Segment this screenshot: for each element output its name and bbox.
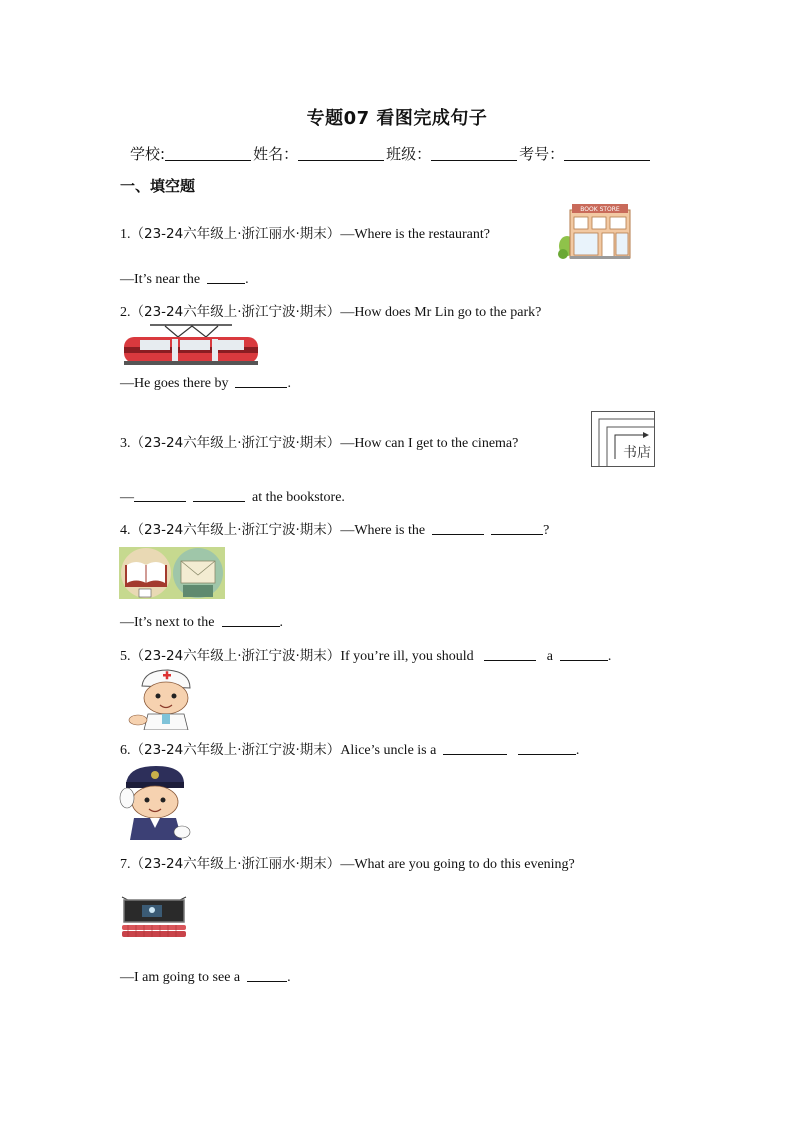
question-period: . bbox=[575, 743, 580, 758]
answer-text: —I am going to see a bbox=[120, 970, 241, 985]
answer-4 bbox=[120, 613, 283, 631]
question-4 bbox=[120, 518, 549, 539]
question-7 bbox=[120, 852, 575, 873]
question-source: （23-24六年级上·浙江宁波·期末） bbox=[130, 435, 341, 451]
question-text: —How can I get to the cinema? bbox=[340, 436, 519, 451]
answer-blank bbox=[247, 968, 287, 982]
question-1 bbox=[120, 222, 490, 243]
question-text: —How does Mr Lin go to the park? bbox=[340, 305, 542, 320]
question-mark: ? bbox=[543, 523, 550, 538]
question-period: . bbox=[607, 649, 612, 664]
question-blank-2 bbox=[491, 521, 543, 535]
name-label: 姓名： bbox=[253, 145, 299, 163]
question-source: （23-24六年级上·浙江丽水·期末） bbox=[130, 226, 341, 242]
answer-tail: at the bookstore. bbox=[252, 490, 345, 505]
question-blank-1 bbox=[432, 521, 484, 535]
question-number: 7. bbox=[120, 857, 131, 872]
question-text: —What are you going to do this evening? bbox=[340, 857, 575, 872]
policeman-picture bbox=[118, 762, 192, 842]
school-label: 学校: bbox=[130, 145, 166, 163]
question-blank-2 bbox=[560, 647, 608, 661]
page-title: 专题07 看图完成句子 bbox=[306, 108, 488, 129]
question-text: Alice’s uncle is a bbox=[340, 743, 437, 758]
question-text: —Where is the restaurant? bbox=[340, 227, 490, 242]
question-number: 1. bbox=[120, 227, 131, 242]
question-number: 2. bbox=[120, 305, 131, 320]
answer-period: . bbox=[279, 615, 283, 630]
student-info-line bbox=[130, 143, 652, 164]
question-source: （23-24六年级上·浙江宁波·期末） bbox=[130, 522, 341, 538]
answer-2 bbox=[120, 374, 291, 392]
question-blank-1 bbox=[484, 647, 536, 661]
question-source: （23-24六年级上·浙江宁波·期末） bbox=[130, 742, 341, 758]
map-label-text: 书店 bbox=[623, 445, 651, 461]
question-number: 5. bbox=[120, 649, 131, 664]
answer-period: . bbox=[287, 376, 291, 391]
question-text: If you’re ill, you should bbox=[340, 649, 474, 664]
answer-blank bbox=[235, 374, 287, 388]
answer-text: —He goes there by bbox=[120, 376, 229, 391]
question-number: 4. bbox=[120, 523, 131, 538]
tram-picture bbox=[120, 323, 262, 367]
school-blank bbox=[165, 146, 251, 161]
bookstore-sign-text: BOOK STORE bbox=[580, 206, 620, 213]
name-blank bbox=[298, 146, 384, 161]
question-3 bbox=[120, 431, 518, 452]
class-label: 班级： bbox=[386, 145, 432, 163]
library-post-office-picture bbox=[119, 547, 225, 599]
answer-blank bbox=[207, 270, 245, 284]
question-number: 6. bbox=[120, 743, 131, 758]
answer-7 bbox=[120, 968, 291, 986]
question-2 bbox=[120, 300, 541, 321]
answer-period: . bbox=[245, 272, 249, 287]
doctor-picture bbox=[128, 668, 198, 730]
question-text: —Where is the bbox=[340, 523, 426, 538]
question-5 bbox=[120, 644, 611, 665]
answer-text: — bbox=[120, 490, 134, 505]
class-blank bbox=[431, 146, 517, 161]
answer-period: . bbox=[287, 970, 291, 985]
bookstore-picture bbox=[558, 202, 638, 260]
answer-3 bbox=[120, 488, 345, 506]
answer-text: —It’s near the bbox=[120, 272, 201, 287]
map-route-picture bbox=[591, 411, 655, 467]
section-heading: 一、填空题 bbox=[120, 177, 196, 195]
answer-blank bbox=[222, 613, 280, 627]
question-number: 3. bbox=[120, 436, 131, 451]
exam-no-blank bbox=[564, 146, 650, 161]
answer-text: —It’s next to the bbox=[120, 615, 215, 630]
question-blank-1 bbox=[443, 741, 507, 755]
question-article: a bbox=[546, 649, 553, 664]
cinema-picture bbox=[120, 895, 188, 939]
question-blank-2 bbox=[518, 741, 576, 755]
answer-blank-2 bbox=[193, 488, 245, 502]
exam-no-label: 考号： bbox=[519, 145, 565, 163]
question-source: （23-24六年级上·浙江丽水·期末） bbox=[130, 856, 341, 872]
answer-blank-1 bbox=[134, 488, 186, 502]
question-source: （23-24六年级上·浙江宁波·期末） bbox=[130, 648, 341, 664]
question-6 bbox=[120, 738, 579, 759]
answer-1 bbox=[120, 270, 249, 288]
question-source: （23-24六年级上·浙江宁波·期末） bbox=[130, 304, 341, 320]
